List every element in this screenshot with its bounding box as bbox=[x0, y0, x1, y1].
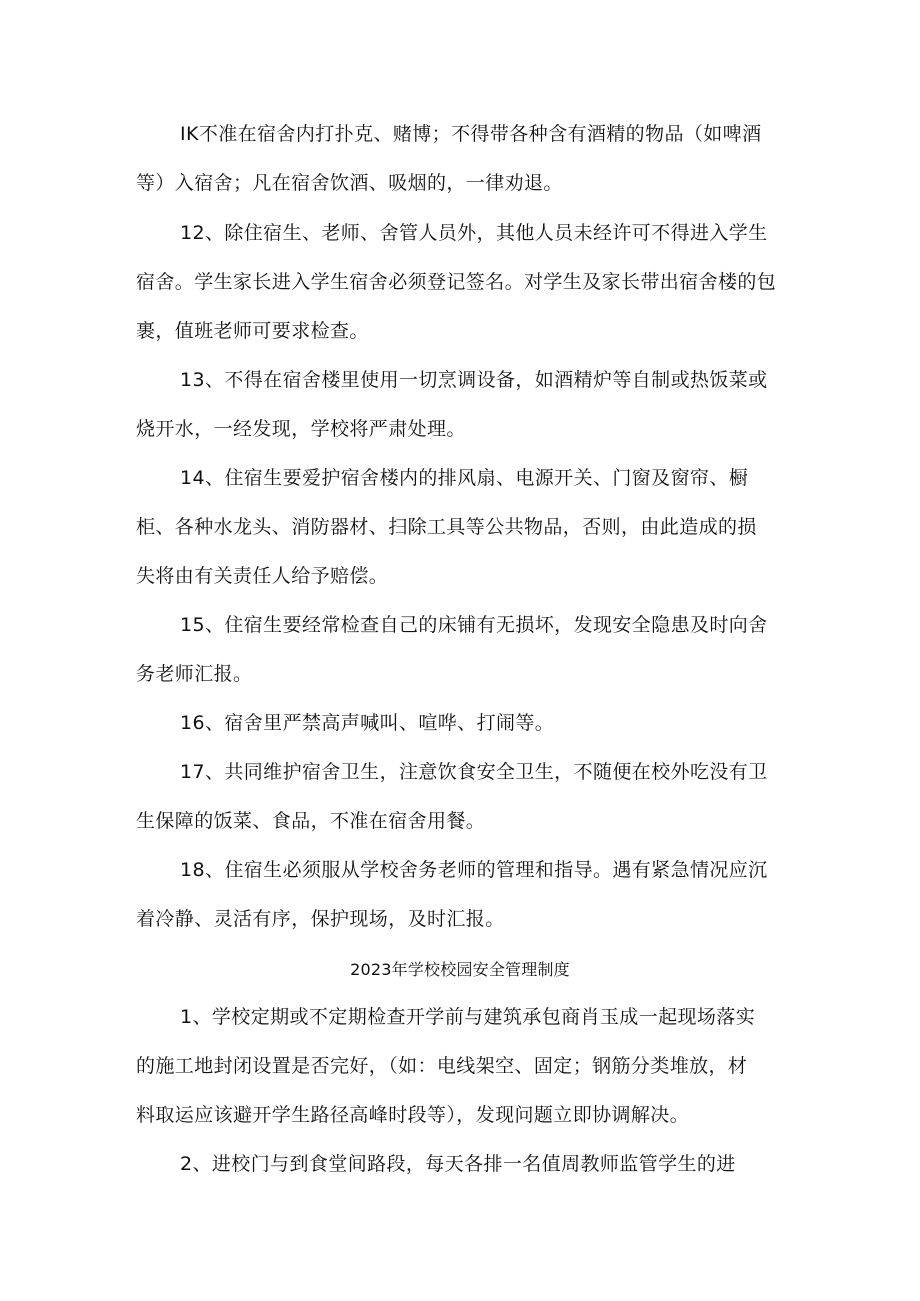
paragraph-16-line-1: 16、宿舍里严禁高声喊叫、喧哗、打闹等。 bbox=[180, 712, 555, 734]
section-paragraph-2-line-1: 2、进校门与到食堂间路段，每天各排一名值周教师监管学生的进 bbox=[180, 1153, 736, 1175]
paragraph-18-line-2: 着冷静、灵活有序，保护现场，及时汇报。 bbox=[136, 908, 505, 930]
paragraph-15-line-1: 15、住宿生要经常检查自己的床铺有无损坏，发现安全隐患及时向舍 bbox=[180, 614, 768, 636]
paragraph-14-line-3: 失将由有关责任人给予赔偿。 bbox=[136, 565, 389, 587]
section-paragraph-1-line-1: 1、学校定期或不定期检查开学前与建筑承包商肖玉成一起现场落实 bbox=[180, 1006, 756, 1028]
section-title: 2023年学校校园安全管理制度 bbox=[350, 960, 570, 979]
paragraph-18-line-1: 18、住宿生必须服从学校舍务老师的管理和指导。遇有紧急情况应沉 bbox=[180, 859, 768, 881]
paragraph-13-line-2: 烧开水，一经发现，学校将严肃处理。 bbox=[136, 418, 466, 440]
paragraph-ik-line-1: IK不准在宿舍内打扑克、赌博；不得带各种含有酒精的物品（如啤酒 bbox=[180, 123, 762, 145]
paragraph-12-line-3: 裹，值班老师可要求检查。 bbox=[136, 320, 369, 342]
paragraph-13-line-1: 13、不得在宿舍楼里使用一切烹调设备，如酒精炉等自制或热饭菜或 bbox=[180, 369, 768, 391]
section-paragraph-1-line-3: 料取运应该避开学生路径高峰时段等），发现问题立即协调解决。 bbox=[136, 1104, 690, 1126]
paragraph-12-line-1: 12、除住宿生、老师、舍管人员外，其他人员未经许可不得进入学生 bbox=[180, 222, 768, 244]
paragraph-12-line-2: 宿舍。学生家长进入学生宿舍必须登记签名。对学生及家长带出宿舍楼的包 bbox=[136, 271, 777, 293]
section-paragraph-1-line-2: 的施工地封闭设置是否完好，（如：电线架空、固定；钢筋分类堆放，材 bbox=[136, 1055, 748, 1077]
paragraph-15-line-2: 务老师汇报。 bbox=[136, 663, 253, 685]
paragraph-ik-line-2: 等）入宿舍；凡在宿舍饮酒、吸烟的，一律劝退。 bbox=[136, 172, 563, 194]
paragraph-17-line-2: 生保障的饭菜、食品，不准在宿舍用餐。 bbox=[136, 810, 486, 832]
paragraph-14-line-2: 柜、各种水龙头、消防器材、扫除工具等公共物品，否则，由此造成的损 bbox=[136, 516, 757, 538]
paragraph-14-line-1: 14、住宿生要爱护宿舍楼内的排风扇、电源开关、门窗及窗帘、橱 bbox=[180, 467, 749, 489]
paragraph-17-line-1: 17、共同维护宿舍卫生，注意饮食安全卫生，不随便在校外吃没有卫 bbox=[180, 761, 768, 783]
